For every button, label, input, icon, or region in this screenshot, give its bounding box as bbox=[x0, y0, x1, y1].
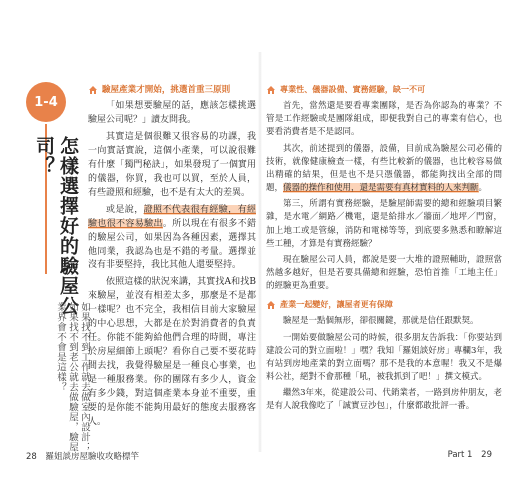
right-footer bbox=[448, 450, 498, 460]
paragraph bbox=[88, 100, 256, 128]
paragraph-text: 首先，當然還是要看專業團隊，是否為你認為的專業？不管是工作經驗或是團隊組成，即便我對自己的專業有信心，也要看消費者是不是認同。 bbox=[266, 101, 502, 138]
paragraph-text: 。 bbox=[478, 183, 488, 194]
paragraph-text: 其實這是個很難又很容易的功課，我一向實話實說，這個小產業，可以說很難有什麼「獨門秘訣」，如果發現了一個實用的儀器，你買，我也可以買，至於人員，有些證照和經驗，也不是有太大的差異。 bbox=[88, 131, 256, 198]
section-heading bbox=[266, 297, 502, 313]
book-title: 羅姐談房屋驗收攻略標竿 bbox=[45, 452, 140, 462]
paragraph-text: 。所以現在有很多不錯的驗屋公司，如果因為各種因素，選擇其他同業，我認為也是不錯的考量。選擇並沒有非要堅持，我比其他人還要堅持。 bbox=[88, 218, 256, 271]
section-heading-text: 產業一起變好，讓屋者更有保障 bbox=[280, 300, 393, 310]
paragraph-text: 第三，所謂有實務經驗，是驗屋師需要的總和經驗項目繁雜，是水電／網路／機電，還是給排水／牆面／地坪／門窗，加上地工或是管線，消防和電梯等等，到底要多熟悉和瞭解這些工種，才算是有實務經驗？ bbox=[266, 199, 502, 249]
paragraph-text: 現在驗屋公司人員，都說是要一大堆的證照輔助，證照當然越多越好，但是若要具備總和經驗，恐怕首推「工地主任」的經驗更為重要。 bbox=[266, 254, 502, 292]
left-page bbox=[12, 52, 258, 462]
section-heading-text: 專業性、儀器設備、實務經驗，缺一不可 bbox=[280, 85, 426, 94]
section-heading-text: 驗屋產業才開始，挑選首重三原則 bbox=[102, 85, 231, 95]
right-body-column bbox=[266, 82, 502, 417]
paragraph bbox=[266, 387, 502, 413]
paragraph bbox=[266, 143, 502, 196]
house-icon bbox=[266, 85, 276, 95]
left-body-column bbox=[88, 82, 256, 433]
paragraph-text: 驗屋是一點個無形，卻很關鍵，那就是信任跟默契。 bbox=[283, 316, 479, 327]
paragraph bbox=[266, 315, 502, 328]
paragraph bbox=[88, 276, 256, 429]
left-footer bbox=[26, 450, 145, 462]
paragraph-text: 或是說， bbox=[106, 204, 144, 215]
paragraph-text: 其次，前述提到的儀器，設備，目前成為驗屋公司必備的技術，就像健康檢查一樣，有些比較新的儀器，也比較容易做出精確的結果，但是也不是只憑儀器，都能夠找出全部的問題， bbox=[266, 143, 502, 194]
chapter-pull-quote: 如果找不到工作就去做室內設計；如果找不到老公就去做驗屋，驗屋業界會不會是這樣？ bbox=[55, 302, 90, 452]
page-number: 29 bbox=[481, 450, 492, 460]
paragraph bbox=[88, 204, 256, 274]
section-heading bbox=[266, 82, 502, 98]
paragraph bbox=[266, 100, 502, 140]
chapter-title: 怎樣選擇好的驗屋公司？ bbox=[33, 136, 79, 316]
paragraph bbox=[88, 131, 256, 201]
paragraph-text: 繼然3年來，從建設公司、代銷業者，一路到房仲朋友，老是有人說我像吃了「誠實豆沙包」，什麼都敢批評一番。 bbox=[266, 388, 502, 412]
paragraph-text: 依照這樣的狀況來講，其實找A和找B來驗屋，並沒有相差太多，那麼是不是都一樣呢？也不完全，我相信目前大家驗屋的中心思想，大都是在於對消費者的負責任。你能不能夠給他們合理的時間，專注於房屋細節上頭呢？看你自己要不要花時間去找，我覺得驗屋是一種良心事業，也是一種服務業。你的團隊有多少人，資金有多少錢，對這個產業本身並不重要，重要的是你能不能夠用最好的態度去服務客人。 bbox=[88, 277, 256, 427]
house-icon bbox=[266, 300, 276, 310]
page-number: 28 bbox=[26, 452, 37, 462]
section-heading bbox=[88, 82, 256, 98]
paragraph bbox=[266, 198, 502, 251]
paragraph bbox=[266, 332, 502, 385]
chapter-number-badge: 1-4 bbox=[26, 82, 66, 122]
highlighted-text: 儀器的操作和使用，還是需要有真材實料的人來判斷 bbox=[283, 183, 479, 194]
house-icon bbox=[88, 85, 98, 95]
right-page bbox=[262, 52, 508, 460]
paragraph-text: 一開始要做驗屋公司的時候，很多朋友告訴我：「你要站到建設公司的對立面啦！」嘿？我知「羅姐談好房」專欄3年，我有站到房地產業的對立面嗎？那不是我的本意喔！我又不是爆料公社，絕對不會那種「吼，被我抓到了吧！」撰文模式。 bbox=[266, 332, 502, 383]
highlighted-text: 證照不代表很有經驗，有經驗也很不容易驗出 bbox=[88, 204, 256, 229]
paragraph bbox=[266, 254, 502, 294]
paragraph-text: 「如果想要驗屋的話，應該怎樣挑選驗屋公司呢？」讀友問我。 bbox=[88, 101, 256, 125]
part-label: Part 1 bbox=[447, 450, 473, 460]
